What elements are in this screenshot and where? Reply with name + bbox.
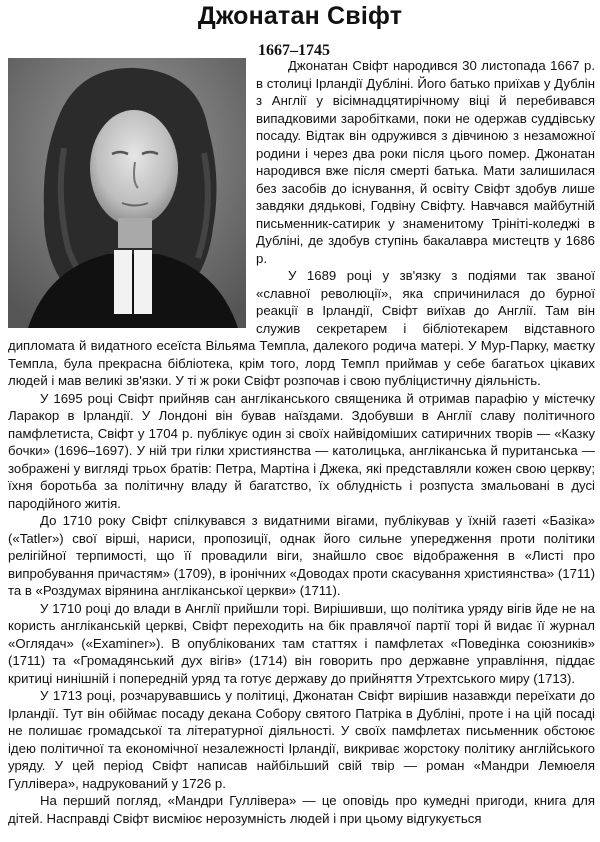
page-title: Джонатан Свіфт — [197, 2, 403, 30]
article-body — [8, 57, 595, 827]
paragraph-6: У 1713 році, розчарувавшись у політиці, Джонатан Свіфт вирішив назавжди переїхати до Ірландії. Тут він обіймає посаду декана Собору святого Патріка в Дубліні, проте і на цій посаді не полишає громадської та літературної діяльності. У своїх памфлетах письменник обстоює ідею політичної та економічної незалежності Ірландії, викриває жорстоку політику англійського уряду. У цей період Свіфт написав найбільший свій твір — роман «Мандри Лемюеля Гуллівера», надрукований у 1726 р. — [8, 688, 595, 791]
life-years: 1667–1745 — [258, 42, 330, 59]
portrait-spacer — [8, 57, 256, 333]
paragraph-2: У 1689 році у зв'язку з подіями так званої «славної революції», яка спричинилася до бурної реакції в Ірландії, Свіфт виїхав до Англії. Там він служив секретарем і бібліотекарем відставного дипломата й видатного есеїста Вільяма Темпла, далекого родича матері. У Мур-Парку, маєтку Темпла, була прекрасна бібліотека, крім того, лорд Темпл приймав у себе багатьох цікавих людей і мав великі зв'язки. У ті ж роки Свіфт розпочав і свою публіцистичну діяльність. — [8, 268, 595, 388]
paragraph-5: У 1710 році до влади в Англії прийшли торі. Вирішивши, що політика уряду вігів йде не на користь англіканській церкві, Свіфт переходить на бік правлячої партії торі й видає її журнал «Оглядач» («Examiner»). В опублікованих там статтях і памфлетах «Поведінка союзників» (1711) та «Громадянський дух вігів» (1714) він говорить про державне управління, піддає критиці нинішній і попередній уряд та готує державу до прийняття Утрехтського миру (1713). — [8, 600, 595, 686]
paragraph-7: На перший погляд, «Мандри Гуллівера» — це оповідь про кумедні пригоди, книга для дітей. Насправді Свіфт висміює нерозумність людей і при цьому відгукується — [8, 793, 595, 826]
paragraph-4: До 1710 року Свіфт спілкувався з видатними вігами, публікував у їхній газеті «Базіка» («Tatler») свої вірші, нариси, пропозиції, однак його сильне упередження проти політики релігійної терпимості, що її провадили віги, знайшло своє відображення в «Листі про випробування причастям» (1709), в іронічних «Доводах проти скасування християнства» (1711) та в «Роздумах вірянина англіканської церкви» (1711). — [8, 513, 595, 598]
paragraph-3: У 1695 році Свіфт прийняв сан англіканського священика й отримав парафію у містечку Ларакор в Ірландії. У Лондоні він бував наїздами. Здобувши в Англії славу політичного памфлетиста, Свіфт у 1704 р. публікує один зі своїх найвідоміших сатиричних творів — «Казку бочки» (1696–1697). У ній три гілки християнства — католицька, англіканська й пуританська — зображені у вигляді трьох братів: Петра, Мартіна і Джека, які представляли кожен свою церкву; їхня боротьба за політичну владу й багатство, їх облудність і розпуста змальовані в дусі пародійного житія. — [8, 390, 595, 511]
paragraph-1: Джонатан Свіфт народився 30 листопада 1667 р. в столиці Ірландії Дубліні. Його батько приїхав у Дублін з Англії у вісімнадцятирічному віці й перебивався випадковими заробітками, поки не одержав суддівську посаду. Відтак він одружився з дівчиною з незаможної родини і через два роки після цього помер. Джонатан народився вже після смерті батька. Мати залишилася без засобів до існування, й освіту Свіфт здобув лише завдяки дядькові, Годвіну Свіфту. Навчався майбутній письменник-сатирик у знаменитому Трініті-коледжі в Дубліні, де здобув ступінь бакалавра мистецтв у 1686 р. — [256, 58, 595, 266]
